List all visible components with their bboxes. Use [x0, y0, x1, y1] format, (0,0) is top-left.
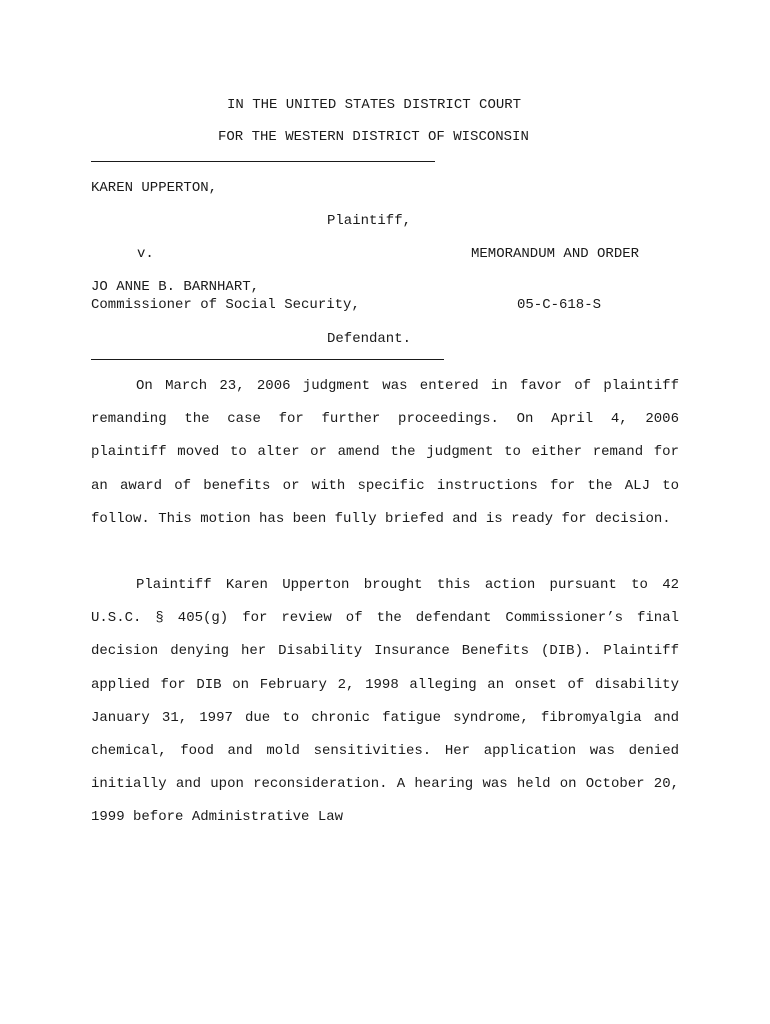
caption-bottom-rule — [91, 359, 444, 360]
defendant-name: JO ANNE B. BARNHART, — [91, 279, 260, 295]
caption-top-rule — [91, 161, 435, 162]
paragraph-2-text: Plaintiff Karen Upperton brought this action pursuant to 42 U.S.C. § 405(g) for review of the defendant Commissioner’s final decision denying her Disability Insurance Benefits (DIB). Plaintiff applied for DIB on February 2, 1998 alleging an onset of disability January 31, 1997 due to chronic fatigue syndrome, fibromyalgia and chemical, food and mold sensitivities. Her application was denied initially and upon reconsideration. A hearing was held on October 20, 1999 before Administrative Law — [91, 577, 679, 826]
body-paragraph-1 — [91, 370, 679, 536]
body-paragraph-2 — [91, 569, 679, 835]
versus: v. — [137, 246, 154, 262]
court-heading-line2: FOR THE WESTERN DISTRICT OF WISCONSIN — [218, 129, 529, 145]
plaintiff-name: KAREN UPPERTON, — [91, 180, 218, 196]
paragraph-1-text: On March 23, 2006 judgment was entered in favor of plaintiff remanding the case for further proceedings. On April 4, 2006 plaintiff moved to alter or amend the judgment to either remand for an award of benefits or with specific instructions for the ALJ to follow. This motion has been fully briefed and is ready for decision. — [91, 378, 679, 527]
court-heading-line1: IN THE UNITED STATES DISTRICT COURT — [227, 97, 522, 113]
case-number: 05-C-618-S — [517, 297, 602, 313]
defendant-title: Commissioner of Social Security, — [91, 297, 360, 313]
plaintiff-role: Plaintiff, — [327, 213, 412, 229]
defendant-role: Defendant. — [327, 331, 412, 347]
document-title: MEMORANDUM AND ORDER — [471, 246, 640, 262]
